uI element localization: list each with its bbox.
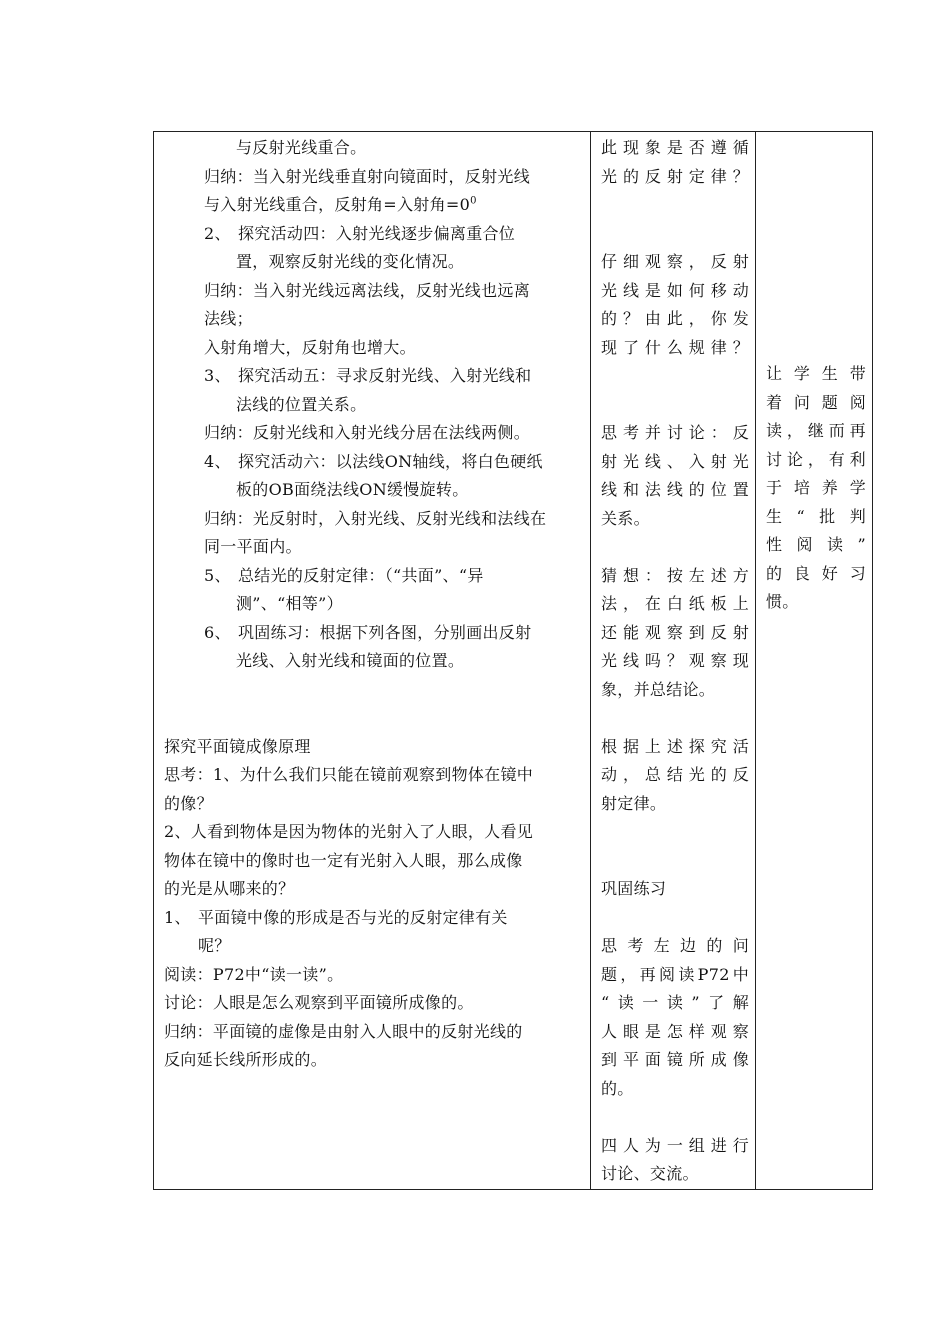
text-line: 板的OB面绕法线ON缓慢旋转。 bbox=[236, 480, 469, 499]
text-line: 同一平面内。 bbox=[204, 537, 302, 556]
list-number: 2、 bbox=[204, 223, 231, 243]
text-line: 的良好习 bbox=[766, 563, 866, 583]
text-line: 反向延长线所形成的。 bbox=[164, 1050, 328, 1069]
text-line: 到平面镜所成像 bbox=[601, 1050, 749, 1069]
table-row bbox=[154, 132, 873, 1190]
text-line: 思考左边的问 bbox=[601, 936, 749, 955]
spacer bbox=[601, 904, 749, 933]
text-line: 还能观察到反射 bbox=[601, 622, 749, 642]
text-line: 猜想：按左述方 bbox=[601, 565, 749, 585]
list-item-5 bbox=[164, 362, 582, 391]
text-line: 讨论：人眼是怎么观察到平面镜所成像的。 bbox=[164, 993, 474, 1012]
list-number: 4、 bbox=[204, 451, 231, 471]
text-line: 2、人看到物体是因为物体的光射入了人眼，人看见 bbox=[164, 822, 534, 841]
text-line: 线和法线的位置 bbox=[601, 480, 749, 499]
list-number: 5、 bbox=[204, 565, 231, 585]
text-line: 归纳：当入射光线远离法线，反射光线也远离 bbox=[204, 280, 531, 300]
text-line: 射定律。 bbox=[601, 793, 667, 813]
text-line: 归纳：平面镜的虚像是由射入人眼中的反射光线的 bbox=[164, 1021, 523, 1041]
text-line: 关系。 bbox=[601, 508, 650, 528]
list-text: 总结光的反射定律：（“共面”、“异 bbox=[238, 565, 484, 585]
spacer bbox=[601, 818, 749, 847]
text-line: 的像？ bbox=[164, 793, 213, 813]
text-line: 光的反射定律？ bbox=[601, 166, 749, 186]
list-item-4 bbox=[164, 220, 582, 249]
spacer bbox=[601, 704, 749, 733]
text-line: 测”、“相等”） bbox=[236, 594, 343, 613]
text-line: 光线是如何移动 bbox=[601, 280, 749, 300]
text-line: 归纳：反射光线和入射光线分居在法线两侧。 bbox=[204, 423, 531, 442]
list-text: 平面镜中像的形成是否与光的反射定律有关 bbox=[198, 907, 508, 927]
text-line: 此现象是否遵循 bbox=[601, 138, 749, 157]
text-line-main: 与入射光线重合，反射角=入射角=0 bbox=[204, 195, 471, 214]
spacer bbox=[164, 676, 582, 705]
text-line: 置，观察反射光线的变化情况。 bbox=[236, 252, 465, 271]
text-line: 呢？ bbox=[198, 936, 231, 955]
list-number: 6、 bbox=[204, 622, 231, 642]
text-line: 法，在白纸板上 bbox=[601, 594, 749, 613]
text-line: 的。 bbox=[601, 1078, 634, 1098]
text-line: 人眼是怎样观察 bbox=[601, 1021, 749, 1041]
text-line: 物体在镜中的像时也一定有光射入人眼，那么成像 bbox=[164, 850, 523, 870]
spacer bbox=[601, 191, 749, 220]
text-line: 思考并讨论：反 bbox=[601, 423, 749, 442]
lesson-plan-table bbox=[153, 131, 873, 1190]
text-line: 光线吗？观察现 bbox=[601, 651, 749, 670]
student-activity-cell bbox=[591, 132, 756, 1190]
text-line: 的？由此，你发 bbox=[601, 309, 749, 328]
list-text: 探究活动四：入射光线逐步偏离重合位 bbox=[238, 223, 516, 243]
text-line: “读一读”了解 bbox=[601, 993, 749, 1012]
text-line: 仔细观察，反射 bbox=[601, 252, 749, 271]
list-item-6 bbox=[164, 448, 582, 477]
text-line: 归纳：光反射时，入射光线、反射光线和法线在 bbox=[204, 508, 547, 528]
text-line: 性阅读” bbox=[766, 535, 866, 554]
text-line: 讨论、交流。 bbox=[601, 1164, 699, 1183]
list-item-1 bbox=[164, 904, 582, 933]
list-number: 3、 bbox=[204, 366, 231, 385]
text-line: 光线、入射光线和镜面的位置。 bbox=[236, 651, 465, 670]
superscript: 0 bbox=[470, 195, 477, 207]
list-text: 巩固练习：根据下列各图，分别画出反射 bbox=[238, 622, 532, 642]
spacer bbox=[601, 1103, 749, 1132]
section-heading: 探究平面镜成像原理 bbox=[164, 736, 311, 756]
text-line: 读，继而再 bbox=[766, 421, 866, 440]
text-line: 根据上述探究活 bbox=[601, 736, 749, 756]
text-line: 的光是从哪来的？ bbox=[164, 879, 295, 898]
text-line: 巩固练习 bbox=[601, 879, 667, 898]
text-line: 法线； bbox=[204, 309, 253, 328]
spacer bbox=[601, 391, 749, 420]
spacer bbox=[601, 220, 749, 249]
text-line: 思考：1、为什么我们只能在镜前观察到物体在镜中 bbox=[164, 765, 534, 784]
spacer bbox=[601, 847, 749, 876]
text-line: 生“批判 bbox=[766, 506, 866, 526]
design-intent-cell bbox=[756, 132, 873, 1190]
text-line: 阅读：P72中“读一读”。 bbox=[164, 964, 344, 984]
text-line: 题，再阅读P72中 bbox=[601, 964, 749, 984]
teaching-process-cell bbox=[154, 132, 591, 1190]
text-line: 现了什么规律？ bbox=[601, 337, 749, 357]
spacer bbox=[601, 362, 749, 391]
text-line: 讨论，有利 bbox=[766, 449, 866, 469]
text-line: 与反射光线重合。 bbox=[236, 138, 367, 157]
list-item-8 bbox=[164, 619, 582, 648]
text-line: 归纳：当入射光线垂直射向镜面时，反射光线 bbox=[204, 166, 531, 186]
text-line bbox=[164, 191, 582, 220]
text-line: 射光线、入射光 bbox=[601, 451, 749, 471]
text-line: 着问题阅 bbox=[766, 392, 866, 412]
list-number: 1、 bbox=[164, 907, 191, 927]
list-text: 探究活动六：以法线ON轴线，将白色硬纸 bbox=[238, 451, 543, 471]
text-line: 动，总结光的反 bbox=[601, 765, 749, 784]
list-item-7 bbox=[164, 562, 582, 591]
text-line: 于培养学 bbox=[766, 478, 866, 497]
text-line: 象，并总结论。 bbox=[601, 679, 716, 699]
text-line: 入射角增大，反射角也增大。 bbox=[204, 337, 416, 357]
text-line: 四人为一组进行 bbox=[601, 1135, 749, 1155]
text-line: 让学生带 bbox=[766, 364, 866, 383]
spacer bbox=[601, 533, 749, 562]
spacer bbox=[164, 704, 582, 733]
text-line: 法线的位置关系。 bbox=[236, 394, 367, 414]
text-line: 惯。 bbox=[766, 592, 799, 611]
list-text: 探究活动五：寻求反射光线、入射光线和 bbox=[238, 366, 532, 385]
